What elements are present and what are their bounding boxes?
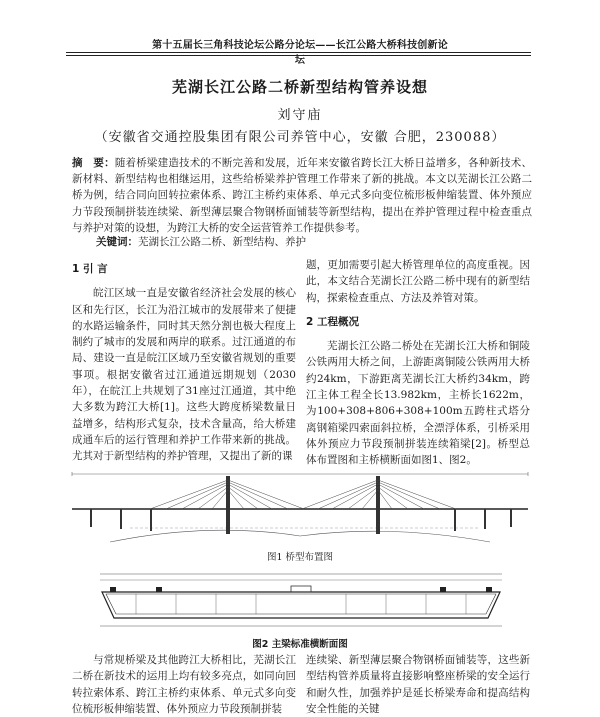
paper-title: 芜湖长江公路二桥新型结构管养设想 [171, 78, 428, 96]
keywords [96, 234, 526, 249]
abstract [72, 155, 532, 236]
section2-body: 芜湖长江公路二桥处在芜湖长江大桥和铜陵公铁两用大桥之间，上游距离铜陵公铁两用大桥约24km，下游距离芜湖长江大桥约34km，跨江主体工程全长13.982km，主桥长1622m，为100+308+806+308+100m五跨柱式塔分离钢箱梁四索面斜拉桥，全漂浮体系，引桥采用体外预应力节段预制拼装连续箱梁[2]。桥型总体布置图和主桥横断面如图1、图2。 [306, 340, 530, 467]
author-name: 刘守庙 [277, 108, 323, 123]
keywords-label: 关键词： [96, 236, 138, 248]
figure2-caption: 图2 主梁标准横断面图 [252, 639, 348, 650]
left-column [72, 261, 296, 465]
section1-continued: 题，更加需要引起大桥管理单位的高度重视。因此，本文结合芜湖长江公路二桥中现有的新型结构，探索检查重点、方法及养管对策。 [306, 259, 530, 304]
affiliation: （安徽省交通控股集团有限公司养管中心，安徽 合肥，230088） [94, 130, 506, 145]
bottom-left-paragraph [72, 652, 296, 717]
right-column [306, 257, 530, 469]
figure1-caption: 图1 桥型布置图 [266, 552, 334, 563]
section2-title: 2 工程概况 [306, 315, 359, 328]
bottom-left-text: 与常规桥梁及其他跨江大桥相比，芜湖长江二桥在新技术的运用上均有较多亮点，如同向回转拉索体系、跨江主桥约束体系、单元式多向变位梳形板伸缩装置、体外预应力节段预制拼装 [72, 654, 296, 715]
header-rule-thin [66, 55, 531, 56]
bridge-elevation-figure [70, 462, 530, 546]
keywords-text: 芜湖长江公路二桥、新型结构、养护 [138, 236, 306, 248]
abstract-text: 随着桥梁建造技术的不断完善和发展，近年来安徽省跨长江大桥日益增多，各种新技术、新材料、新型结构也相继运用，这些给桥梁养护管理工作带来了新的挑战。本文以芜湖长江公路二桥为例，结合同向回转拉索体系、跨江主桥约束体系、单元式多向变位梳形板伸缩装置、体外预应力节段预制拼装连续梁、新型薄层聚合物钢桥面铺装等新型结构，提出在养护管理过程中检查重点与养护对策的设想，为跨江大桥的安全运营管养工作提供参考。 [72, 157, 533, 234]
section1-body: 皖江区域一直是安徽省经济社会发展的核心区和先行区，长江为沿江城市的发展带来了便捷的水路运输条件，同时其天然分割也极大程度上制约了城市的发展和两岸的联系。过江通道的布局、建设一直是皖江区域乃至安徽省规划的重要事项。根据安徽省过江通道远期规划（2030年），在皖江上共规划了31座过江通道，其中绝大多数为跨江大桥[1]。这些大跨度桥梁数量日益增多，结构形式复杂，技术含量高，给大桥建成通车后的运行管理和养护工作带来新的挑战。尤其对于新型结构的养护管理，又提出了新的课 [72, 287, 296, 463]
section1-title: 1 引 言 [72, 263, 108, 275]
girder-cross-section-figure [96, 566, 506, 632]
abstract-label: 摘 要： [72, 157, 115, 169]
bottom-right-text: 连续梁、新型薄层聚合物钢桥面铺装等，这些新型结构管养质量将直接影响整座桥梁的安全运行和耐久性，加强养护是延长桥梁寿命和提高结构安全性能的关键 [306, 654, 530, 715]
running-header: 第十五届长三角科技论坛公路分论坛——长江公路大桥科技创新论坛 [152, 40, 448, 66]
header-rule [66, 52, 531, 53]
bottom-right-paragraph [306, 652, 530, 717]
